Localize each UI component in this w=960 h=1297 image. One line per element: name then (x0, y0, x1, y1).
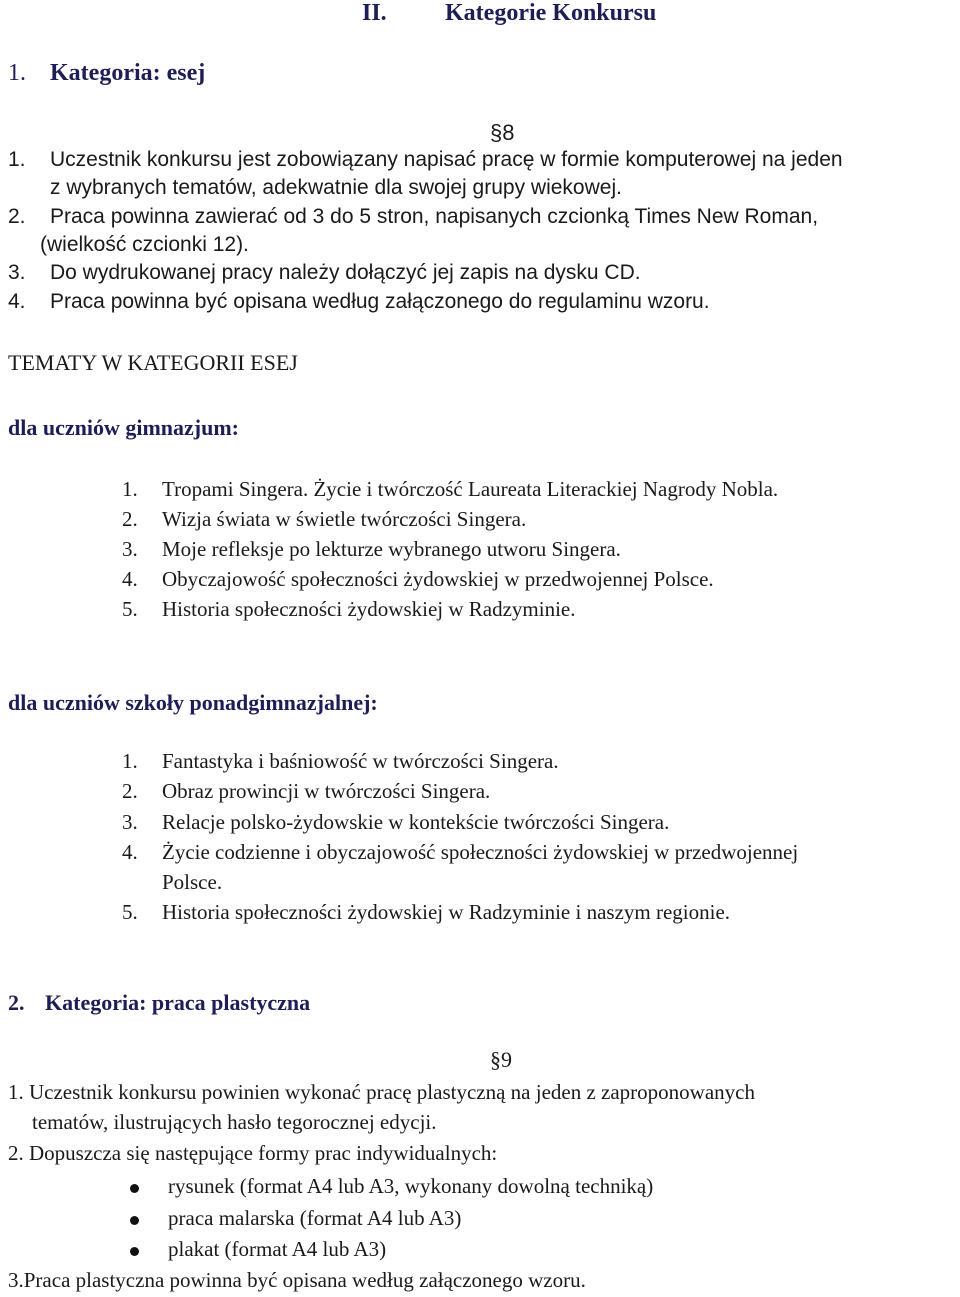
rule-number: 4. (8, 290, 26, 313)
section-roman-numeral: II. (362, 0, 387, 26)
topic-text: Tropami Singera. Życie i twórczość Laureata Literackiej Nagrody Nobla. (162, 477, 779, 501)
topic-text: Historia społeczności żydowskiej w Radzyminie i naszym regionie. (162, 900, 731, 924)
topic-number: 4. (122, 840, 138, 864)
category-1-heading: Kategoria: esej (50, 60, 206, 86)
topics-heading: TEMATY W KATEGORII ESEJ (8, 350, 298, 375)
topic-number: 2. (122, 507, 138, 531)
art-rule-2: 2. Dopuszcza się następujące formy prac indywidualnych: (8, 1141, 498, 1165)
topic-number: 4. (122, 567, 138, 591)
art-rule-3: 3.Praca plastyczna powinna być opisana według załączonego wzoru. (8, 1268, 586, 1292)
rule-number: 1. (8, 148, 26, 171)
topic-text: Moje refleksje po lekturze wybranego utworu Singera. (162, 537, 621, 561)
topic-text: Wizja świata w świetle twórczości Singera. (162, 507, 527, 531)
art-form-item: rysunek (format A4 lub A3, wykonany dowolną techniką) (168, 1174, 654, 1198)
rule-text: z wybranych tematów, adekwatnie dla swojej grupy wiekowej. (50, 176, 622, 199)
topic-text: Życie codzienne i obyczajowość społeczności żydowskiej w przedwojennej (162, 840, 799, 864)
category-2-number: 2. (8, 990, 25, 1015)
topic-number: 3. (122, 810, 138, 834)
art-rule-1-line-1: 1. Uczestnik konkursu powinien wykonać pracę plastyczną na jeden z zaproponowanych (8, 1080, 755, 1104)
paragraph-mark-8: §8 (490, 120, 515, 145)
rule-text: Praca powinna być opisana według załączonego do regulaminu wzoru. (50, 290, 710, 313)
rule-text: Praca powinna zawierać od 3 do 5 stron, napisanych czcionką Times New Roman, (50, 205, 819, 228)
art-form-item: praca malarska (format A4 lub A3) (168, 1206, 462, 1230)
topic-text: Fantastyka i baśniowość w twórczości Singera. (162, 749, 559, 773)
topic-text: Obyczajowość społeczności żydowskiej w przedwojennej Polsce. (162, 567, 714, 591)
category-2-heading: Kategoria: praca plastyczna (45, 990, 311, 1015)
topic-number: 5. (122, 900, 138, 924)
topic-text: Relacje polsko-żydowskie w kontekście twórczości Singera. (162, 810, 670, 834)
topic-number: 1. (122, 749, 138, 773)
section-title: Kategorie Konkursu (445, 0, 657, 26)
topic-text: Historia społeczności żydowskiej w Radzyminie. (162, 597, 576, 621)
group-ponadgimnazjalna-heading: dla uczniów szkoły ponadgimnazjalnej: (8, 690, 378, 715)
topic-text-continuation: Polsce. (162, 870, 223, 894)
topic-number: 3. (122, 537, 138, 561)
art-rule-1-line-2: tematów, ilustrujących hasło tegorocznej edycji. (32, 1110, 437, 1134)
topic-number: 5. (122, 597, 138, 621)
topic-text: Obraz prowincji w twórczości Singera. (162, 779, 491, 803)
bullet-icon (130, 1184, 139, 1193)
rule-text: (wielkość czcionki 12). (40, 233, 249, 256)
group-gimnazjum-heading: dla uczniów gimnazjum: (8, 415, 239, 440)
category-1-number: 1. (8, 60, 26, 86)
rule-number: 3. (8, 261, 26, 284)
rule-text: Uczestnik konkursu jest zobowiązany napisać pracę w formie komputerowej na jeden (50, 148, 843, 171)
bullet-icon (130, 1247, 139, 1256)
paragraph-mark-9: §9 (490, 1047, 512, 1072)
topic-number: 1. (122, 477, 138, 501)
rule-text: Do wydrukowanej pracy należy dołączyć jej zapis na dysku CD. (50, 261, 641, 284)
topic-number: 2. (122, 779, 138, 803)
art-form-item: plakat (format A4 lub A3) (168, 1237, 387, 1261)
bullet-icon (130, 1216, 139, 1225)
rule-number: 2. (8, 205, 26, 228)
